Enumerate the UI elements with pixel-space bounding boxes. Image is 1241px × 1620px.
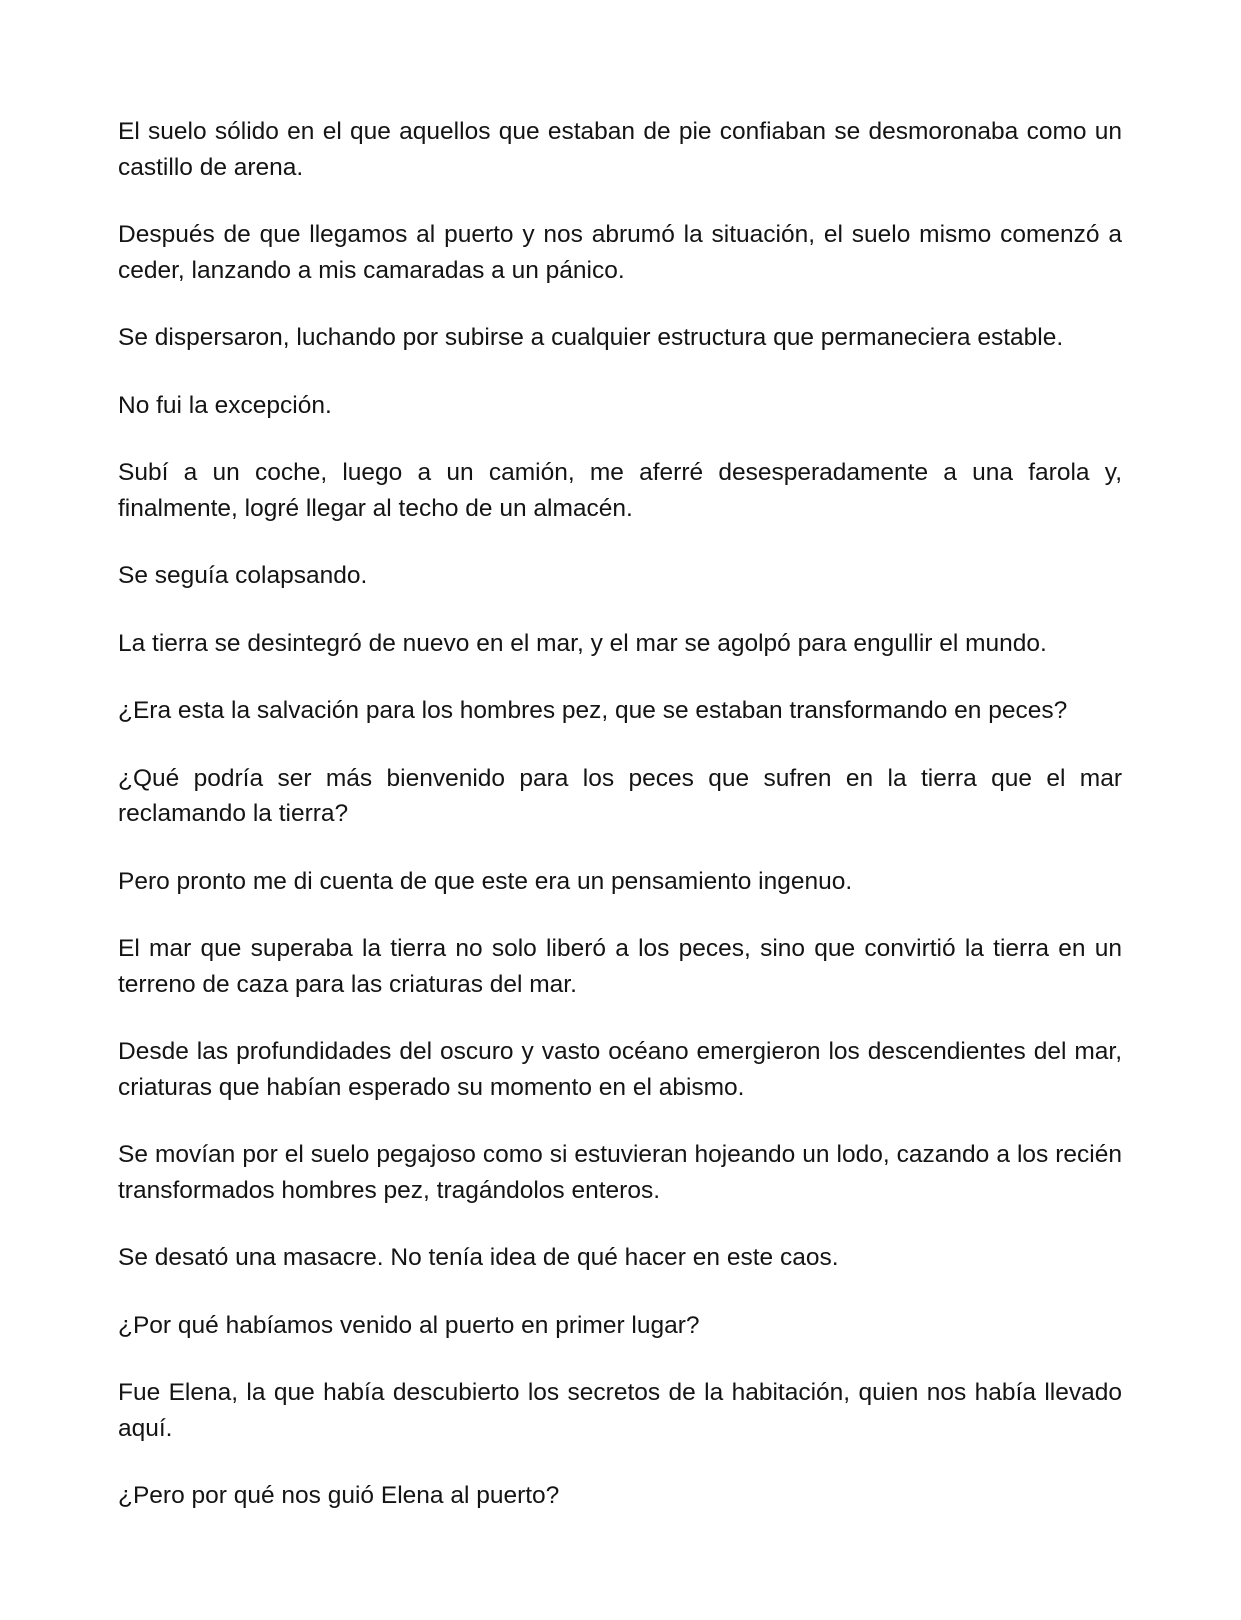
paragraph: Después de que llegamos al puerto y nos abrumó la situación, el suelo mismo comenzó a ceder, lanzando a mis camaradas a un pánico. (118, 221, 1122, 284)
paragraph: El mar que superaba la tierra no solo liberó a los peces, sino que convirtió la tierra en un terreno de caza para las criaturas del mar. (118, 935, 1122, 998)
paragraph: El suelo sólido en el que aquellos que estaban de pie confiaban se desmoronaba como un castillo de arena. (118, 118, 1122, 181)
paragraph: ¿Era esta la salvación para los hombres pez, que se estaban transformando en peces? (118, 697, 1068, 724)
paragraph: Se desató una masacre. No tenía idea de qué hacer en este caos. (118, 1244, 839, 1271)
paragraph: Subí a un coche, luego a un camión, me aferré desesperadamente a una farola y, finalmente, logré llegar al techo de un almacén. (118, 459, 1122, 522)
paragraph: ¿Qué podría ser más bienvenido para los peces que sufren en la tierra que el mar reclamando la tierra? (118, 764, 1122, 827)
document-body (118, 114, 1122, 1546)
paragraph: Fue Elena, la que había descubierto los secretos de la habitación, quien nos había llevado aquí. (118, 1379, 1122, 1442)
paragraph: Se seguía colapsando. (118, 562, 368, 589)
paragraph: Desde las profundidades del oscuro y vasto océano emergieron los descendientes del mar, criaturas que habían esperado su momento en el abismo. (118, 1038, 1122, 1101)
paragraph: ¿Pero por qué nos guió Elena al puerto? (118, 1482, 560, 1509)
paragraph: Pero pronto me di cuenta de que este era un pensamiento ingenuo. (118, 867, 853, 895)
paragraph: ¿Por qué habíamos venido al puerto en primer lugar? (118, 1311, 700, 1339)
paragraph: No fui la excepción. (118, 391, 332, 419)
paragraph: Se movían por el suelo pegajoso como si estuvieran hojeando un lodo, cazando a los recién transformados hombres pez, tragándolos enteros. (118, 1141, 1122, 1204)
paragraph: La tierra se desintegró de nuevo en el mar, y el mar se agolpó para engullir el mundo. (118, 629, 1047, 657)
paragraph: Se dispersaron, luchando por subirse a cualquier estructura que permaneciera estable. (118, 324, 1064, 351)
